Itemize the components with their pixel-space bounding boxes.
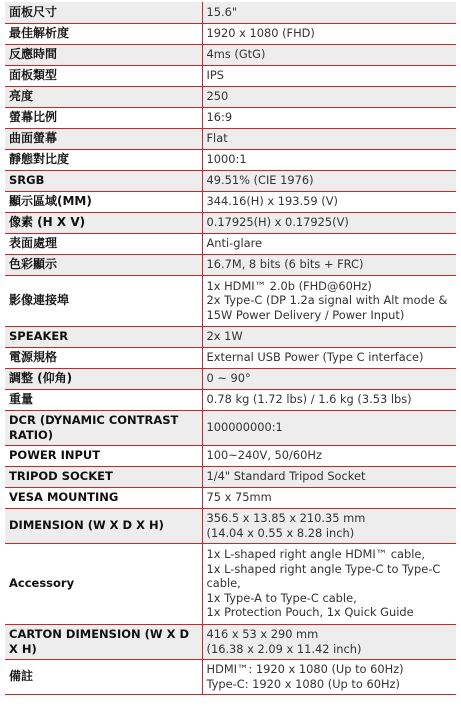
spec-label: 影像連接埠 [5, 275, 202, 326]
spec-value: IPS [202, 65, 456, 86]
spec-row-brightness [5, 86, 456, 107]
spec-label: 面板類型 [5, 65, 202, 86]
spec-label: SPEAKER [5, 326, 202, 347]
spec-row-tripod [5, 466, 456, 487]
spec-value: 16.7M, 8 bits (6 bits + FRC) [202, 254, 456, 275]
spec-value: 1x HDMI™ 2.0b (FHD@60Hz) 2x Type-C (DP 1.2a signal with Alt mode & 15W Power Delivery / Power Input) [202, 275, 456, 326]
spec-label: 備註 [5, 659, 202, 694]
spec-row-weight [5, 389, 456, 410]
spec-label: 色彩顯示 [5, 254, 202, 275]
spec-label: 亮度 [5, 86, 202, 107]
spec-table [5, 2, 456, 695]
spec-label: Accessory [5, 543, 202, 624]
spec-label: POWER INPUT [5, 445, 202, 466]
spec-value: 49.51% (CIE 1976) [202, 170, 456, 191]
spec-label: 面板尺寸 [5, 2, 202, 23]
spec-label: 螢幕比例 [5, 107, 202, 128]
spec-value: Flat [202, 128, 456, 149]
spec-row-power-input [5, 445, 456, 466]
spec-row-srgb [5, 170, 456, 191]
spec-row-aspect-ratio [5, 107, 456, 128]
spec-row-dimension [5, 508, 456, 543]
spec-label: 靜態對比度 [5, 149, 202, 170]
spec-row-video-ports [5, 275, 456, 326]
spec-label: TRIPOD SOCKET [5, 466, 202, 487]
spec-value: 2x 1W [202, 326, 456, 347]
spec-row-accessory [5, 543, 456, 624]
spec-row-colors [5, 254, 456, 275]
spec-value: 250 [202, 86, 456, 107]
spec-value: 1x L-shaped right angle HDMI™ cable, 1x L-shaped right angle Type-C to Type-C cable, 1x Type-A to Type-C cable, 1x Protection Pouch, 1x Quick Guide [202, 543, 456, 624]
spec-row-curvature [5, 128, 456, 149]
spec-label: 表面處理 [5, 233, 202, 254]
spec-row-power-spec [5, 347, 456, 368]
spec-value: 1920 x 1080 (FHD) [202, 23, 456, 44]
spec-row-response-time [5, 44, 456, 65]
spec-value: 4ms (GtG) [202, 44, 456, 65]
spec-label: VESA MOUNTING [5, 487, 202, 508]
spec-row-carton-dimension [5, 624, 456, 659]
spec-row-display-area [5, 191, 456, 212]
spec-label: 調整 (仰角) [5, 368, 202, 389]
spec-row-contrast [5, 149, 456, 170]
spec-label: 像素 (H X V) [5, 212, 202, 233]
spec-value: 1/4" Standard Tripod Socket [202, 466, 456, 487]
spec-row-panel-type [5, 65, 456, 86]
spec-value: External USB Power (Type C interface) [202, 347, 456, 368]
spec-value: 0 ~ 90° [202, 368, 456, 389]
spec-label: 顯示區域(MM) [5, 191, 202, 212]
spec-value: 1000:1 [202, 149, 456, 170]
spec-value: 0.78 kg (1.72 lbs) / 1.6 kg (3.53 lbs) [202, 389, 456, 410]
spec-row-dcr [5, 410, 456, 445]
spec-value: Anti-glare [202, 233, 456, 254]
spec-value: 416 x 53 x 290 mm (16.38 x 2.09 x 11.42 inch) [202, 624, 456, 659]
spec-row-notes [5, 659, 456, 694]
spec-label: 重量 [5, 389, 202, 410]
spec-row-pixel-pitch [5, 212, 456, 233]
spec-row-resolution [5, 23, 456, 44]
spec-value: 344.16(H) x 193.59 (V) [202, 191, 456, 212]
spec-label: 電源規格 [5, 347, 202, 368]
spec-label: DIMENSION (W X D X H) [5, 508, 202, 543]
spec-row-speaker [5, 326, 456, 347]
spec-label: 最佳解析度 [5, 23, 202, 44]
spec-value: 356.5 x 13.85 x 210.35 mm (14.04 x 0.55 x 8.28 inch) [202, 508, 456, 543]
spec-label: CARTON DIMENSION (W X D X H) [5, 624, 202, 659]
spec-row-panel-size [5, 2, 456, 23]
spec-row-tilt [5, 368, 456, 389]
spec-value: 0.17925(H) x 0.17925(V) [202, 212, 456, 233]
spec-value: 100~240V, 50/60Hz [202, 445, 456, 466]
spec-label: 曲面螢幕 [5, 128, 202, 149]
spec-value: 75 x 75mm [202, 487, 456, 508]
spec-row-vesa [5, 487, 456, 508]
spec-label: SRGB [5, 170, 202, 191]
spec-label: DCR (DYNAMIC CONTRAST RATIO) [5, 410, 202, 445]
spec-value: 15.6" [202, 2, 456, 23]
spec-value: 100000000:1 [202, 410, 456, 445]
spec-row-surface [5, 233, 456, 254]
spec-value: 16:9 [202, 107, 456, 128]
spec-value: HDMI™: 1920 x 1080 (Up to 60Hz) Type-C: 1920 x 1080 (Up to 60Hz) [202, 659, 456, 694]
spec-label: 反應時間 [5, 44, 202, 65]
